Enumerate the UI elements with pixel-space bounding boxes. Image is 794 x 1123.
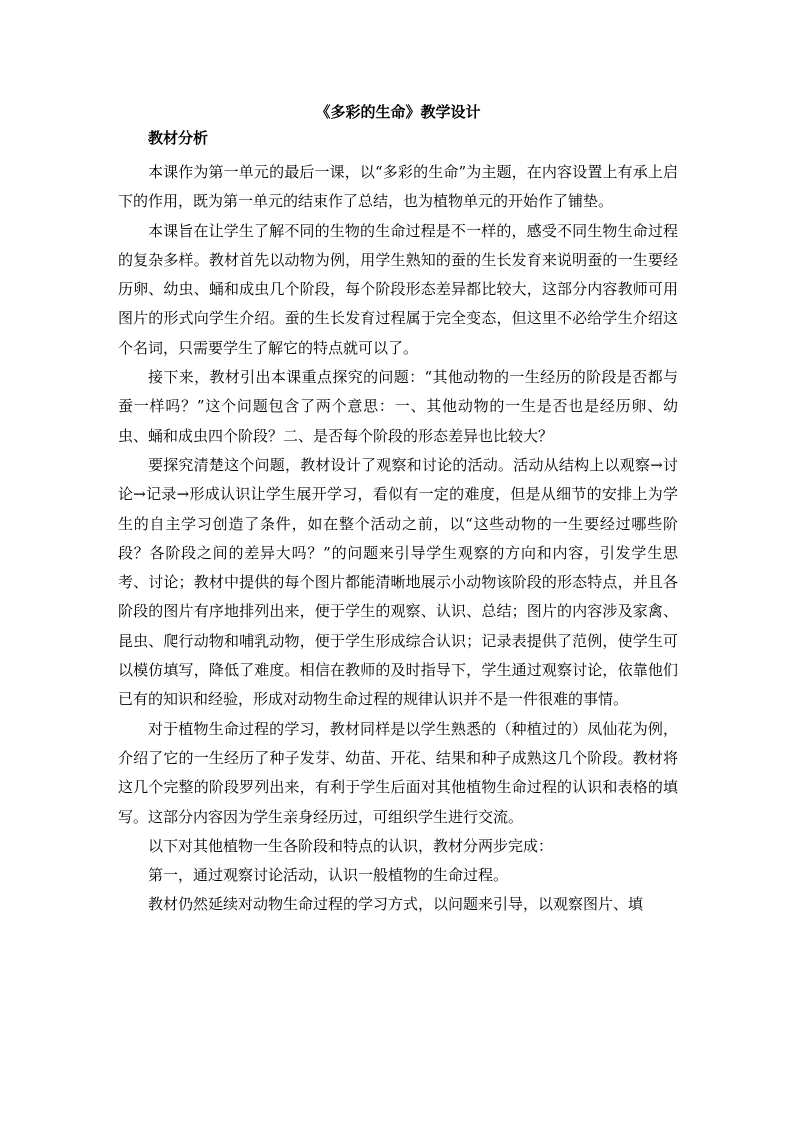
document-body [118,101,678,920]
paragraph: 要探究清楚这个问题，教材设计了观察和讨论的活动。活动从结构上以观察→讨论→记录→形成认识让学生展开学习，看似有一定的难度，但是从细节的安排上为学生的自主学习创造了条件，如在整个活动之前，以“这些动物的一生要经过哪些阶段？各阶段之间的差异大吗？”的问题来引导学生观察的方向和内容，引发学生思考、讨论；教材中提供的每个图片都能清晰地展示小动物该阶段的形态特点，并且各阶段的图片有序地排列出来，便于学生的观察、认识、总结；图片的内容涉及家禽、昆虫、爬行动物和哺乳动物，便于学生形成综合认识；记录表提供了范例，使学生可以模仿填写，降低了难度。相信在教师的及时指导下，学生通过观察讨论，依靠他们已有的知识和经验，形成对动物生命过程的规律认识并不是一件很难的事情。 [118,455,678,709]
document-title: 《多彩的生命》教学设计 [315,103,481,121]
paragraph: 教材仍然延续对动物生命过程的学习方式，以问题来引导，以观察图片、填 [148,895,644,914]
paragraph: 本课旨在让学生了解不同的生物的生命过程是不一样的，感受不同生物生命过程的复杂多样。教材首先以动物为例，用学生熟知的蚕的生长发育来说明蚕的一生要经历卵、幼虫、蛹和成虫几个阶段，每个阶段形态差异都比较大，这部分内容教师可用图片的形式向学生介绍。蚕的生长发育过程属于完全变态，但这里不必给学生介绍这个名词，只需要学生了解它的特点就可以了。 [118,221,678,357]
paragraph: 第一，通过观察讨论活动，认识一般植物的生命过程。 [148,866,509,885]
paragraph: 以下对其他植物一生各阶段和特点的认识，教材分两步完成： [148,836,554,855]
paragraph: 本课作为第一单元的最后一课，以“多彩的生命”为主题，在内容设置上有承上启下的作用，既为第一单元的结束作了总结，也为植物单元的开始作了铺垫。 [118,163,678,211]
paragraph: 接下来，教材引出本课重点探究的问题：“其他动物的一生经历的阶段是否都与蚕一样吗？”这个问题包含了两个意思：一、其他动物的一生是否也是经历卵、幼虫、蛹和成虫四个阶段？二、是否每个阶段的形态差异也比较大？ [118,368,678,445]
section-heading-textbook-analysis: 教材分析 [148,129,209,147]
paragraph: 对于植物生命过程的学习，教材同样是以学生熟悉的（种植过的）凤仙花为例，介绍了它的一生经历了种子发芽、幼苗、开花、结果和种子成熟这几个阶段。教材将这几个完整的阶段罗列出来，有利于学生后面对其他植物生命过程的认识和表格的填写。这部分内容因为学生亲身经历过，可组织学生进行交流。 [118,719,678,826]
